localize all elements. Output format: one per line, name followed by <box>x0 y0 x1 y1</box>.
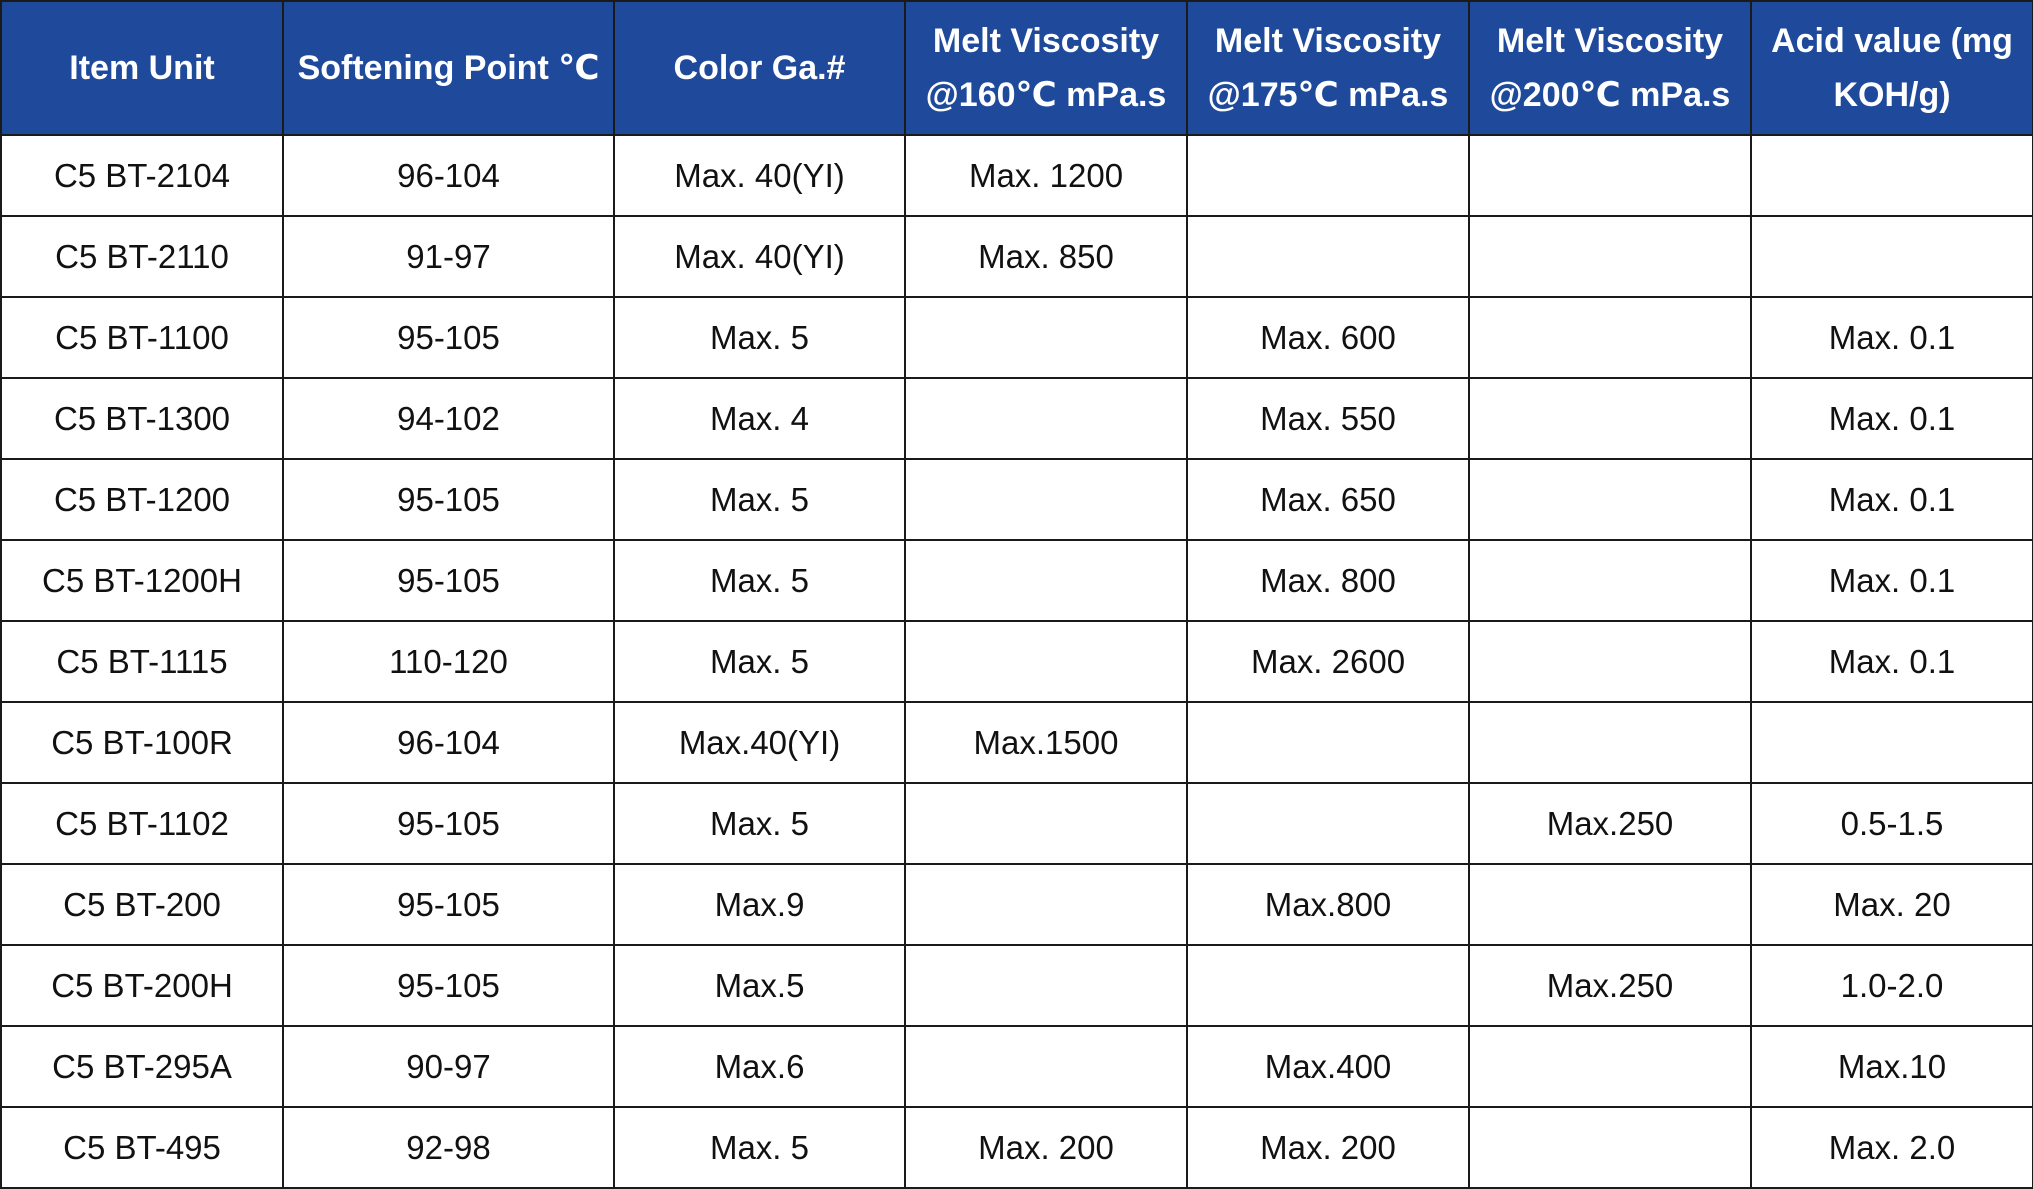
cell-melt-viscosity-160 <box>905 864 1187 945</box>
table-header <box>1 1 2033 135</box>
table-row <box>1 540 2033 621</box>
table-row <box>1 135 2033 216</box>
cell-acid-value: Max. 0.1 <box>1751 378 2033 459</box>
table-row <box>1 297 2033 378</box>
cell-melt-viscosity-160 <box>905 1026 1187 1107</box>
table-row <box>1 621 2033 702</box>
cell-melt-viscosity-160 <box>905 621 1187 702</box>
header-melt-viscosity-175: Melt Viscosity @175℃ mPa.s <box>1187 1 1469 135</box>
cell-item-unit: C5 BT-100R <box>1 702 283 783</box>
cell-acid-value: 1.0-2.0 <box>1751 945 2033 1026</box>
cell-melt-viscosity-160 <box>905 459 1187 540</box>
cell-item-unit: C5 BT-1115 <box>1 621 283 702</box>
cell-acid-value: 0.5-1.5 <box>1751 783 2033 864</box>
cell-softening-point: 94-102 <box>283 378 614 459</box>
cell-item-unit: C5 BT-1100 <box>1 297 283 378</box>
cell-melt-viscosity-200 <box>1469 621 1751 702</box>
cell-melt-viscosity-200 <box>1469 459 1751 540</box>
cell-softening-point: 90-97 <box>283 1026 614 1107</box>
cell-melt-viscosity-175 <box>1187 702 1469 783</box>
cell-acid-value: Max. 0.1 <box>1751 621 2033 702</box>
cell-melt-viscosity-175: Max. 2600 <box>1187 621 1469 702</box>
cell-melt-viscosity-160: Max. 1200 <box>905 135 1187 216</box>
cell-melt-viscosity-200: Max.250 <box>1469 783 1751 864</box>
cell-color: Max.40(YI) <box>614 702 905 783</box>
cell-color: Max. 5 <box>614 783 905 864</box>
cell-melt-viscosity-200 <box>1469 216 1751 297</box>
cell-melt-viscosity-200 <box>1469 702 1751 783</box>
cell-softening-point: 95-105 <box>283 540 614 621</box>
cell-melt-viscosity-200: Max.250 <box>1469 945 1751 1026</box>
header-acid-value: Acid value (mg KOH/g) <box>1751 1 2033 135</box>
cell-melt-viscosity-200 <box>1469 135 1751 216</box>
cell-color: Max. 5 <box>614 297 905 378</box>
cell-color: Max. 5 <box>614 540 905 621</box>
header-color: Color Ga.# <box>614 1 905 135</box>
cell-softening-point: 95-105 <box>283 297 614 378</box>
cell-color: Max. 40(YI) <box>614 135 905 216</box>
cell-softening-point: 95-105 <box>283 783 614 864</box>
cell-acid-value <box>1751 702 2033 783</box>
header-softening-point: Softening Point ℃ <box>283 1 614 135</box>
cell-melt-viscosity-160: Max. 200 <box>905 1107 1187 1188</box>
cell-melt-viscosity-175 <box>1187 783 1469 864</box>
cell-melt-viscosity-175: Max. 800 <box>1187 540 1469 621</box>
cell-acid-value: Max. 0.1 <box>1751 297 2033 378</box>
cell-melt-viscosity-175 <box>1187 135 1469 216</box>
cell-color: Max.6 <box>614 1026 905 1107</box>
cell-softening-point: 95-105 <box>283 864 614 945</box>
cell-melt-viscosity-175 <box>1187 216 1469 297</box>
cell-item-unit: C5 BT-295A <box>1 1026 283 1107</box>
cell-softening-point: 95-105 <box>283 459 614 540</box>
table-row <box>1 459 2033 540</box>
table-row <box>1 783 2033 864</box>
header-melt-viscosity-160: Melt Viscosity @160℃ mPa.s <box>905 1 1187 135</box>
cell-melt-viscosity-200 <box>1469 864 1751 945</box>
cell-acid-value: Max. 0.1 <box>1751 459 2033 540</box>
cell-melt-viscosity-200 <box>1469 297 1751 378</box>
cell-softening-point: 91-97 <box>283 216 614 297</box>
cell-acid-value: Max. 0.1 <box>1751 540 2033 621</box>
cell-melt-viscosity-200 <box>1469 1107 1751 1188</box>
header-melt-viscosity-200: Melt Viscosity @200℃ mPa.s <box>1469 1 1751 135</box>
table-row <box>1 216 2033 297</box>
cell-item-unit: C5 BT-1200 <box>1 459 283 540</box>
cell-melt-viscosity-160 <box>905 945 1187 1026</box>
cell-color: Max. 4 <box>614 378 905 459</box>
cell-color: Max.5 <box>614 945 905 1026</box>
cell-melt-viscosity-160: Max.1500 <box>905 702 1187 783</box>
table-row <box>1 945 2033 1026</box>
cell-item-unit: C5 BT-1300 <box>1 378 283 459</box>
cell-acid-value: Max.10 <box>1751 1026 2033 1107</box>
cell-item-unit: C5 BT-495 <box>1 1107 283 1188</box>
table-body <box>1 135 2033 1188</box>
cell-acid-value <box>1751 216 2033 297</box>
cell-color: Max. 5 <box>614 1107 905 1188</box>
table-row <box>1 1107 2033 1188</box>
cell-melt-viscosity-160 <box>905 540 1187 621</box>
cell-softening-point: 92-98 <box>283 1107 614 1188</box>
cell-item-unit: C5 BT-1200H <box>1 540 283 621</box>
cell-acid-value: Max. 20 <box>1751 864 2033 945</box>
cell-melt-viscosity-160 <box>905 783 1187 864</box>
cell-color: Max. 40(YI) <box>614 216 905 297</box>
cell-melt-viscosity-175: Max. 550 <box>1187 378 1469 459</box>
cell-melt-viscosity-175 <box>1187 945 1469 1026</box>
cell-softening-point: 96-104 <box>283 702 614 783</box>
cell-item-unit: C5 BT-200H <box>1 945 283 1026</box>
cell-item-unit: C5 BT-1102 <box>1 783 283 864</box>
cell-item-unit: C5 BT-2110 <box>1 216 283 297</box>
table-row <box>1 864 2033 945</box>
header-item-unit: Item Unit <box>1 1 283 135</box>
cell-melt-viscosity-175: Max. 650 <box>1187 459 1469 540</box>
cell-melt-viscosity-175: Max.400 <box>1187 1026 1469 1107</box>
cell-melt-viscosity-175: Max.800 <box>1187 864 1469 945</box>
cell-melt-viscosity-175: Max. 200 <box>1187 1107 1469 1188</box>
cell-acid-value: Max. 2.0 <box>1751 1107 2033 1188</box>
cell-item-unit: C5 BT-2104 <box>1 135 283 216</box>
table-row <box>1 702 2033 783</box>
header-row <box>1 1 2033 135</box>
table-row <box>1 378 2033 459</box>
cell-softening-point: 96-104 <box>283 135 614 216</box>
cell-melt-viscosity-200 <box>1469 540 1751 621</box>
cell-color: Max.9 <box>614 864 905 945</box>
cell-color: Max. 5 <box>614 459 905 540</box>
cell-softening-point: 95-105 <box>283 945 614 1026</box>
cell-item-unit: C5 BT-200 <box>1 864 283 945</box>
cell-melt-viscosity-200 <box>1469 378 1751 459</box>
cell-melt-viscosity-160: Max. 850 <box>905 216 1187 297</box>
cell-softening-point: 110-120 <box>283 621 614 702</box>
cell-melt-viscosity-160 <box>905 297 1187 378</box>
cell-color: Max. 5 <box>614 621 905 702</box>
cell-melt-viscosity-160 <box>905 378 1187 459</box>
cell-melt-viscosity-200 <box>1469 1026 1751 1107</box>
cell-acid-value <box>1751 135 2033 216</box>
cell-melt-viscosity-175: Max. 600 <box>1187 297 1469 378</box>
table-row <box>1 1026 2033 1107</box>
